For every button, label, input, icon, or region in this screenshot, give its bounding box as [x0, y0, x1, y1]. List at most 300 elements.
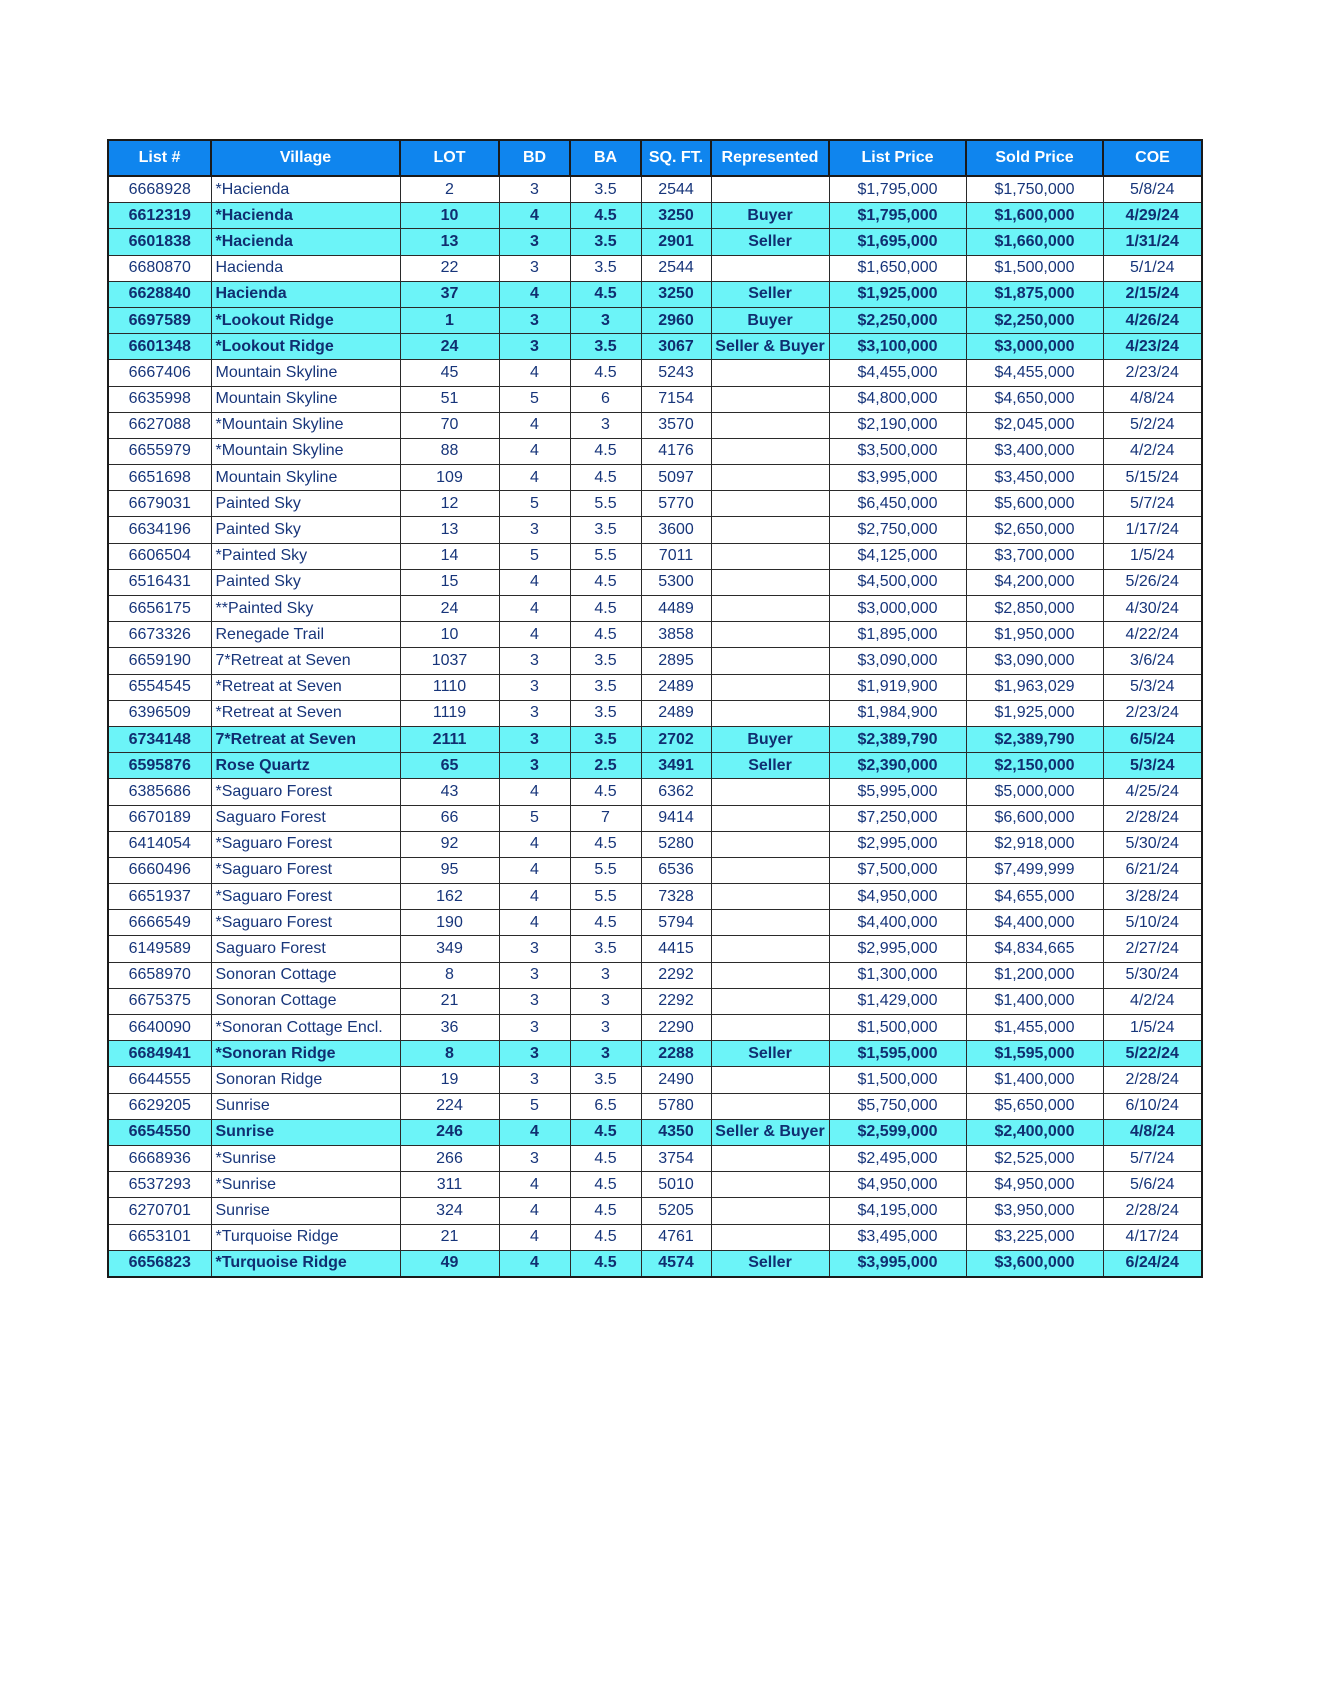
- cell-list-price: $1,595,000: [829, 1041, 966, 1067]
- cell-bedrooms: 3: [499, 648, 570, 674]
- cell-coe: 5/2/24: [1103, 412, 1202, 438]
- cell-bathrooms: 4.5: [570, 1172, 641, 1198]
- cell-bedrooms: 4: [499, 412, 570, 438]
- cell-list-price: $4,125,000: [829, 543, 966, 569]
- cell-sold-price: $3,950,000: [966, 1198, 1103, 1224]
- cell-sold-price: $3,600,000: [966, 1250, 1103, 1277]
- cell-bedrooms: 4: [499, 360, 570, 386]
- cell-coe: 5/7/24: [1103, 491, 1202, 517]
- cell-square-feet: 5010: [641, 1172, 711, 1198]
- cell-list-price: $2,599,000: [829, 1119, 966, 1145]
- cell-bedrooms: 5: [499, 386, 570, 412]
- cell-bathrooms: 4.5: [570, 1198, 641, 1224]
- table-row: [108, 1198, 1202, 1224]
- cell-list-price: $1,795,000: [829, 203, 966, 229]
- cell-list-number: 6680870: [108, 255, 211, 281]
- cell-bathrooms: 5.5: [570, 884, 641, 910]
- cell-list-price: $1,300,000: [829, 962, 966, 988]
- cell-list-number: 6270701: [108, 1198, 211, 1224]
- cell-village: Sunrise: [211, 1119, 400, 1145]
- cell-bathrooms: 4.5: [570, 1250, 641, 1277]
- table-row: [108, 1250, 1202, 1277]
- cell-sold-price: $2,400,000: [966, 1119, 1103, 1145]
- cell-represented: [711, 1067, 829, 1093]
- cell-bedrooms: 5: [499, 1093, 570, 1119]
- cell-list-price: $5,750,000: [829, 1093, 966, 1119]
- cell-bedrooms: 3: [499, 229, 570, 255]
- cell-square-feet: 2290: [641, 1015, 711, 1041]
- cell-sold-price: $1,500,000: [966, 255, 1103, 281]
- cell-village: Sunrise: [211, 1093, 400, 1119]
- cell-sold-price: $1,963,029: [966, 674, 1103, 700]
- cell-square-feet: 7154: [641, 386, 711, 412]
- cell-square-feet: 2895: [641, 648, 711, 674]
- cell-sold-price: $5,600,000: [966, 491, 1103, 517]
- cell-coe: 4/2/24: [1103, 988, 1202, 1014]
- cell-list-number: 6634196: [108, 517, 211, 543]
- cell-list-number: 6734148: [108, 726, 211, 752]
- cell-represented: [711, 622, 829, 648]
- table-row: [108, 596, 1202, 622]
- cell-bathrooms: 6.5: [570, 1093, 641, 1119]
- cell-square-feet: 5300: [641, 569, 711, 595]
- cell-coe: 2/23/24: [1103, 360, 1202, 386]
- cell-sold-price: $2,850,000: [966, 596, 1103, 622]
- cell-bedrooms: 3: [499, 1067, 570, 1093]
- cell-coe: 6/5/24: [1103, 726, 1202, 752]
- cell-list-number: 6659190: [108, 648, 211, 674]
- col-header-square-feet: SQ. FT.: [641, 140, 711, 176]
- cell-list-price: $4,455,000: [829, 360, 966, 386]
- cell-square-feet: 4176: [641, 438, 711, 464]
- cell-bathrooms: 5.5: [570, 543, 641, 569]
- cell-list-price: $2,389,790: [829, 726, 966, 752]
- cell-lot: 1110: [400, 674, 499, 700]
- col-header-list-number: List #: [108, 140, 211, 176]
- cell-bedrooms: 4: [499, 857, 570, 883]
- cell-coe: 1/17/24: [1103, 517, 1202, 543]
- cell-list-number: 6595876: [108, 753, 211, 779]
- cell-village: **Painted Sky: [211, 596, 400, 622]
- cell-represented: [711, 543, 829, 569]
- cell-represented: [711, 491, 829, 517]
- cell-represented: [711, 857, 829, 883]
- cell-village: Mountain Skyline: [211, 386, 400, 412]
- cell-list-number: 6640090: [108, 1015, 211, 1041]
- cell-bathrooms: 3.5: [570, 936, 641, 962]
- cell-sold-price: $1,950,000: [966, 622, 1103, 648]
- cell-lot: 51: [400, 386, 499, 412]
- table-row: [108, 936, 1202, 962]
- cell-list-number: 6628840: [108, 281, 211, 307]
- table-row: [108, 1224, 1202, 1250]
- cell-sold-price: $3,225,000: [966, 1224, 1103, 1250]
- cell-list-number: 6679031: [108, 491, 211, 517]
- cell-represented: Seller: [711, 229, 829, 255]
- cell-list-number: 6675375: [108, 988, 211, 1014]
- table-row: [108, 1172, 1202, 1198]
- cell-coe: 3/28/24: [1103, 884, 1202, 910]
- cell-lot: 45: [400, 360, 499, 386]
- cell-lot: 13: [400, 229, 499, 255]
- cell-lot: 8: [400, 962, 499, 988]
- cell-list-price: $1,919,900: [829, 674, 966, 700]
- cell-list-price: $4,400,000: [829, 910, 966, 936]
- cell-sold-price: $1,875,000: [966, 281, 1103, 307]
- cell-bedrooms: 3: [499, 674, 570, 700]
- cell-represented: Seller: [711, 281, 829, 307]
- cell-represented: Buyer: [711, 726, 829, 752]
- cell-bathrooms: 4.5: [570, 596, 641, 622]
- cell-bathrooms: 3.5: [570, 176, 641, 203]
- cell-coe: 3/6/24: [1103, 648, 1202, 674]
- cell-lot: 37: [400, 281, 499, 307]
- cell-square-feet: 4415: [641, 936, 711, 962]
- table-row: [108, 1067, 1202, 1093]
- cell-square-feet: 7328: [641, 884, 711, 910]
- cell-coe: 4/26/24: [1103, 307, 1202, 333]
- cell-represented: [711, 1172, 829, 1198]
- table-row: [108, 203, 1202, 229]
- cell-bathrooms: 4.5: [570, 465, 641, 491]
- cell-bathrooms: 2.5: [570, 753, 641, 779]
- col-header-coe: COE: [1103, 140, 1202, 176]
- cell-list-price: $3,100,000: [829, 334, 966, 360]
- cell-square-feet: 3858: [641, 622, 711, 648]
- cell-square-feet: 6536: [641, 857, 711, 883]
- cell-sold-price: $1,400,000: [966, 988, 1103, 1014]
- cell-bathrooms: 3: [570, 962, 641, 988]
- cell-square-feet: 5205: [641, 1198, 711, 1224]
- cell-lot: 19: [400, 1067, 499, 1093]
- cell-coe: 2/28/24: [1103, 1067, 1202, 1093]
- table-row: [108, 229, 1202, 255]
- cell-sold-price: $2,525,000: [966, 1145, 1103, 1171]
- cell-list-price: $4,500,000: [829, 569, 966, 595]
- cell-list-price: $2,995,000: [829, 831, 966, 857]
- cell-represented: [711, 438, 829, 464]
- cell-square-feet: 5280: [641, 831, 711, 857]
- cell-list-number: 6396509: [108, 700, 211, 726]
- cell-bathrooms: 3.5: [570, 726, 641, 752]
- cell-list-price: $7,250,000: [829, 805, 966, 831]
- cell-village: Renegade Trail: [211, 622, 400, 648]
- cell-bathrooms: 3: [570, 412, 641, 438]
- cell-bathrooms: 4.5: [570, 831, 641, 857]
- cell-represented: [711, 255, 829, 281]
- cell-list-number: 6601838: [108, 229, 211, 255]
- cell-list-price: $6,450,000: [829, 491, 966, 517]
- cell-square-feet: 3067: [641, 334, 711, 360]
- cell-sold-price: $3,400,000: [966, 438, 1103, 464]
- cell-village: *Sonoran Ridge: [211, 1041, 400, 1067]
- cell-square-feet: 5243: [641, 360, 711, 386]
- cell-list-number: 6651937: [108, 884, 211, 910]
- table-row: [108, 831, 1202, 857]
- cell-lot: 224: [400, 1093, 499, 1119]
- cell-lot: 88: [400, 438, 499, 464]
- cell-list-number: 6612319: [108, 203, 211, 229]
- cell-bedrooms: 4: [499, 438, 570, 464]
- cell-village: *Retreat at Seven: [211, 674, 400, 700]
- cell-bathrooms: 4.5: [570, 1224, 641, 1250]
- cell-bathrooms: 4.5: [570, 569, 641, 595]
- cell-village: *Lookout Ridge: [211, 307, 400, 333]
- cell-square-feet: 4350: [641, 1119, 711, 1145]
- cell-sold-price: $3,090,000: [966, 648, 1103, 674]
- cell-sold-price: $4,834,665: [966, 936, 1103, 962]
- cell-bathrooms: 3: [570, 307, 641, 333]
- cell-village: Sunrise: [211, 1198, 400, 1224]
- cell-bedrooms: 4: [499, 596, 570, 622]
- cell-coe: 1/5/24: [1103, 543, 1202, 569]
- cell-coe: 4/30/24: [1103, 596, 1202, 622]
- cell-village: Rose Quartz: [211, 753, 400, 779]
- table-row: [108, 491, 1202, 517]
- cell-bedrooms: 3: [499, 1041, 570, 1067]
- table-row: [108, 648, 1202, 674]
- cell-coe: 5/26/24: [1103, 569, 1202, 595]
- cell-list-number: 6655979: [108, 438, 211, 464]
- table-row: [108, 412, 1202, 438]
- cell-list-number: 6651698: [108, 465, 211, 491]
- cell-bathrooms: 3: [570, 1041, 641, 1067]
- cell-list-price: $4,950,000: [829, 1172, 966, 1198]
- cell-list-number: 6670189: [108, 805, 211, 831]
- cell-village: *Painted Sky: [211, 543, 400, 569]
- cell-square-feet: 5770: [641, 491, 711, 517]
- cell-bedrooms: 3: [499, 988, 570, 1014]
- sales-table: [107, 139, 1203, 1278]
- cell-coe: 5/30/24: [1103, 962, 1202, 988]
- cell-bedrooms: 3: [499, 726, 570, 752]
- table-header: [108, 140, 1202, 176]
- cell-village: *Saguaro Forest: [211, 831, 400, 857]
- cell-square-feet: 4574: [641, 1250, 711, 1277]
- cell-lot: 2: [400, 176, 499, 203]
- cell-list-price: $1,429,000: [829, 988, 966, 1014]
- cell-bathrooms: 3.5: [570, 517, 641, 543]
- cell-square-feet: 2544: [641, 176, 711, 203]
- cell-coe: 4/17/24: [1103, 1224, 1202, 1250]
- table-row: [108, 805, 1202, 831]
- cell-list-price: $2,250,000: [829, 307, 966, 333]
- cell-village: *Hacienda: [211, 203, 400, 229]
- cell-coe: 2/27/24: [1103, 936, 1202, 962]
- cell-list-price: $4,950,000: [829, 884, 966, 910]
- cell-list-price: $3,090,000: [829, 648, 966, 674]
- col-header-sold-price: Sold Price: [966, 140, 1103, 176]
- cell-lot: 109: [400, 465, 499, 491]
- cell-coe: 1/5/24: [1103, 1015, 1202, 1041]
- table-body: [108, 176, 1202, 1277]
- cell-bedrooms: 3: [499, 1015, 570, 1041]
- cell-list-number: 6385686: [108, 779, 211, 805]
- cell-list-number: 6516431: [108, 569, 211, 595]
- cell-sold-price: $1,595,000: [966, 1041, 1103, 1067]
- cell-bedrooms: 4: [499, 1250, 570, 1277]
- cell-lot: 10: [400, 203, 499, 229]
- cell-lot: 21: [400, 988, 499, 1014]
- table-row: [108, 465, 1202, 491]
- cell-sold-price: $3,000,000: [966, 334, 1103, 360]
- table-row: [108, 779, 1202, 805]
- cell-list-price: $1,984,900: [829, 700, 966, 726]
- cell-bathrooms: 3.5: [570, 648, 641, 674]
- cell-square-feet: 3250: [641, 281, 711, 307]
- col-header-lot: LOT: [400, 140, 499, 176]
- cell-coe: 5/10/24: [1103, 910, 1202, 936]
- cell-sold-price: $1,600,000: [966, 203, 1103, 229]
- cell-village: Painted Sky: [211, 491, 400, 517]
- cell-village: Mountain Skyline: [211, 360, 400, 386]
- cell-village: Sonoran Ridge: [211, 1067, 400, 1093]
- cell-square-feet: 7011: [641, 543, 711, 569]
- cell-bathrooms: 4.5: [570, 203, 641, 229]
- cell-lot: 1119: [400, 700, 499, 726]
- cell-sold-price: $2,389,790: [966, 726, 1103, 752]
- cell-bedrooms: 5: [499, 805, 570, 831]
- cell-lot: 14: [400, 543, 499, 569]
- cell-village: *Sunrise: [211, 1145, 400, 1171]
- cell-lot: 70: [400, 412, 499, 438]
- cell-village: *Saguaro Forest: [211, 779, 400, 805]
- cell-coe: 5/7/24: [1103, 1145, 1202, 1171]
- cell-lot: 21: [400, 1224, 499, 1250]
- cell-square-feet: 5780: [641, 1093, 711, 1119]
- cell-village: 7*Retreat at Seven: [211, 648, 400, 674]
- cell-village: *Mountain Skyline: [211, 412, 400, 438]
- cell-list-price: $3,500,000: [829, 438, 966, 464]
- cell-represented: [711, 988, 829, 1014]
- cell-list-number: 6673326: [108, 622, 211, 648]
- cell-bedrooms: 3: [499, 255, 570, 281]
- cell-village: Hacienda: [211, 255, 400, 281]
- cell-bedrooms: 5: [499, 543, 570, 569]
- cell-sold-price: $2,250,000: [966, 307, 1103, 333]
- cell-sold-price: $2,918,000: [966, 831, 1103, 857]
- cell-sold-price: $1,660,000: [966, 229, 1103, 255]
- cell-represented: [711, 936, 829, 962]
- cell-square-feet: 9414: [641, 805, 711, 831]
- cell-lot: 66: [400, 805, 499, 831]
- cell-coe: 4/2/24: [1103, 438, 1202, 464]
- cell-village: *Sonoran Cottage Encl.: [211, 1015, 400, 1041]
- cell-village: *Lookout Ridge: [211, 334, 400, 360]
- cell-bathrooms: 3.5: [570, 1067, 641, 1093]
- cell-bathrooms: 3.5: [570, 255, 641, 281]
- cell-lot: 311: [400, 1172, 499, 1198]
- cell-bedrooms: 3: [499, 753, 570, 779]
- cell-lot: 190: [400, 910, 499, 936]
- cell-coe: 2/28/24: [1103, 805, 1202, 831]
- cell-bathrooms: 4.5: [570, 910, 641, 936]
- cell-list-number: 6656175: [108, 596, 211, 622]
- cell-sold-price: $4,655,000: [966, 884, 1103, 910]
- cell-coe: 4/8/24: [1103, 386, 1202, 412]
- cell-square-feet: 3250: [641, 203, 711, 229]
- cell-coe: 5/8/24: [1103, 176, 1202, 203]
- table-row: [108, 1145, 1202, 1171]
- cell-list-number: 6653101: [108, 1224, 211, 1250]
- cell-sold-price: $4,200,000: [966, 569, 1103, 595]
- table-row: [108, 543, 1202, 569]
- cell-list-number: 6668936: [108, 1145, 211, 1171]
- table-row: [108, 753, 1202, 779]
- cell-village: Painted Sky: [211, 517, 400, 543]
- cell-list-number: 6606504: [108, 543, 211, 569]
- cell-list-number: 6656823: [108, 1250, 211, 1277]
- cell-lot: 12: [400, 491, 499, 517]
- cell-represented: Seller: [711, 753, 829, 779]
- cell-bedrooms: 4: [499, 569, 570, 595]
- cell-square-feet: 3491: [641, 753, 711, 779]
- cell-coe: 5/30/24: [1103, 831, 1202, 857]
- cell-square-feet: 2288: [641, 1041, 711, 1067]
- cell-village: Hacienda: [211, 281, 400, 307]
- cell-coe: 2/23/24: [1103, 700, 1202, 726]
- cell-list-number: 6635998: [108, 386, 211, 412]
- cell-coe: 5/22/24: [1103, 1041, 1202, 1067]
- cell-coe: 5/6/24: [1103, 1172, 1202, 1198]
- cell-bedrooms: 5: [499, 491, 570, 517]
- cell-village: Painted Sky: [211, 569, 400, 595]
- cell-lot: 266: [400, 1145, 499, 1171]
- cell-sold-price: $5,650,000: [966, 1093, 1103, 1119]
- cell-village: *Hacienda: [211, 176, 400, 203]
- cell-list-price: $3,995,000: [829, 465, 966, 491]
- cell-list-number: 6627088: [108, 412, 211, 438]
- cell-sold-price: $1,455,000: [966, 1015, 1103, 1041]
- table-row: [108, 438, 1202, 464]
- table-row: [108, 255, 1202, 281]
- table-row: [108, 569, 1202, 595]
- cell-list-number: 6644555: [108, 1067, 211, 1093]
- cell-coe: 4/8/24: [1103, 1119, 1202, 1145]
- cell-list-price: $1,925,000: [829, 281, 966, 307]
- cell-lot: 324: [400, 1198, 499, 1224]
- cell-square-feet: 2292: [641, 962, 711, 988]
- cell-lot: 24: [400, 334, 499, 360]
- cell-bathrooms: 5.5: [570, 491, 641, 517]
- header-row: [108, 140, 1202, 176]
- cell-list-price: $1,895,000: [829, 622, 966, 648]
- cell-represented: [711, 569, 829, 595]
- cell-bedrooms: 3: [499, 176, 570, 203]
- cell-coe: 5/15/24: [1103, 465, 1202, 491]
- cell-village: *Saguaro Forest: [211, 857, 400, 883]
- table-row: [108, 176, 1202, 203]
- cell-bathrooms: 4.5: [570, 1145, 641, 1171]
- cell-coe: 2/15/24: [1103, 281, 1202, 307]
- cell-list-number: 6668928: [108, 176, 211, 203]
- cell-bedrooms: 4: [499, 884, 570, 910]
- cell-square-feet: 3754: [641, 1145, 711, 1171]
- table-row: [108, 988, 1202, 1014]
- cell-sold-price: $6,600,000: [966, 805, 1103, 831]
- cell-list-price: $3,495,000: [829, 1224, 966, 1250]
- table-row: [108, 1119, 1202, 1145]
- cell-list-price: $1,795,000: [829, 176, 966, 203]
- cell-square-feet: 3570: [641, 412, 711, 438]
- table-row: [108, 517, 1202, 543]
- cell-list-number: 6660496: [108, 857, 211, 883]
- cell-village: Saguaro Forest: [211, 936, 400, 962]
- cell-square-feet: 4761: [641, 1224, 711, 1250]
- col-header-bedrooms: BD: [499, 140, 570, 176]
- cell-bathrooms: 6: [570, 386, 641, 412]
- table-row: [108, 910, 1202, 936]
